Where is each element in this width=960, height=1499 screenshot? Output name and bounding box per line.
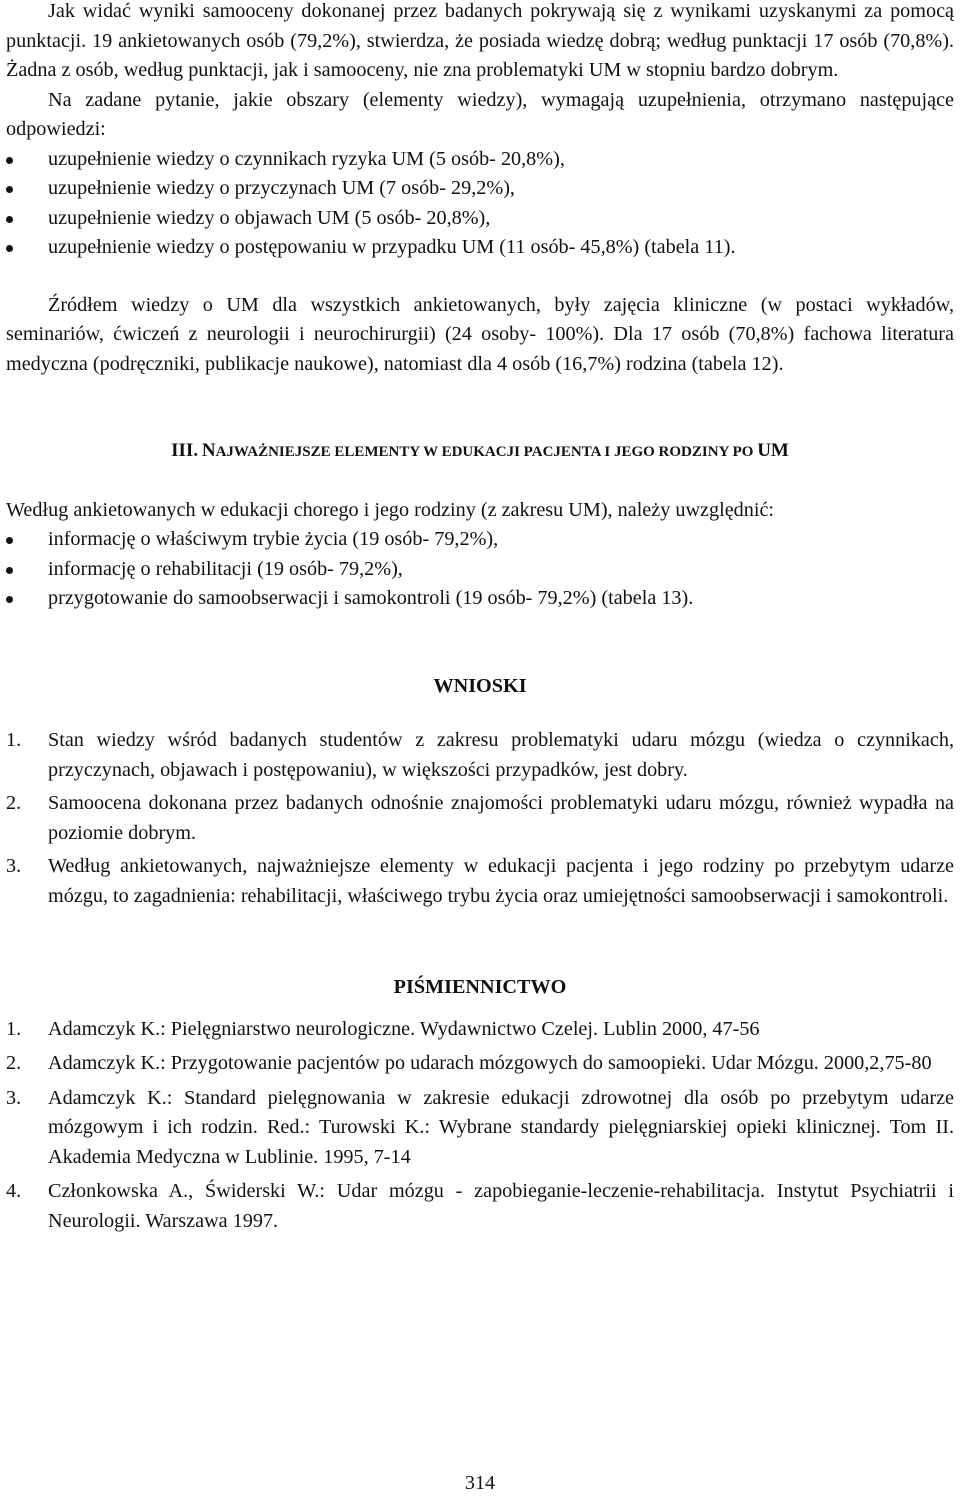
- paragraph-self-assessment: Jak widać wyniki samooceny dokonanej przez badanych pokrywają się z wynikami uzyskanymi za pomocą punktacji. 19 ankietowanych osób (79,2%), stwierdza, że posiada wiedzę dobrą; według punktacji 17 osób (70,8%). Żadna z osób, według punktacji, jak i samooceny, nie zna problematyki UM w stopniu bardzo dobrym.: [6, 0, 954, 81]
- list-item: 4. Członkowska A., Świderski W.: Udar mózgu - zapobieganie-leczenie-rehabilitacja. Instytut Psychiatrii i Neurologii. Warszawa 1997.: [6, 1180, 954, 1232]
- conclusions-heading: WNIOSKI: [433, 674, 527, 697]
- bullet-icon: [6, 186, 13, 193]
- list-item: uzupełnienie wiedzy o postępowaniu w przypadku UM (11 osób- 45,8%) (tabela 11).: [6, 233, 954, 263]
- list-item: uzupełnienie wiedzy o przyczynach UM (7 osób- 29,2%),: [6, 174, 954, 204]
- list-item: 3. Adamczyk K.: Standard pielęgnowania w zakresie edukacji zdrowotnej dla osób po przebytym udarze mózgowym i ich rodzin. Red.: Turowski K.: Wybrane standardy pielęgniarskiej opieki klinicznej. Tom II. Akademia Medyczna w Lublinie. 1995, 7-14: [6, 1086, 954, 1168]
- section-heading: III. NAJWAŻNIEJSZE ELEMENTY W EDUKACJI PACJENTA I JEGO RODZINY PO UM: [171, 440, 789, 461]
- paragraph-knowledge-source: Źródłem wiedzy o UM dla wszystkich ankietowanych, były zajęcia kliniczne (w postaci wykładów, seminariów, ćwiczeń z neurologii i neurochirurgii) (24 osoby- 100%). Dla 17 osób (70,8%) fachowa literatura medyczna (podręczniki, publikacje naukowe), natomiast dla 4 osób (16,7%) rodzina (tabela 12).: [6, 293, 954, 375]
- list-item: 3. Według ankietowanych, najważniejsze elementy w edukacji pacjenta i jego rodziny po przebytym udarze mózgu, to zagadnienia: rehabilitacji, właściwego trybu życia oraz umiejętności samoobserwacji i samokontroli.: [6, 855, 954, 907]
- bullet-icon: [6, 567, 13, 574]
- bullet-icon: [6, 537, 13, 544]
- list-item: 1. Adamczyk K.: Pielęgniarstwo neurologiczne. Wydawnictwo Czelej. Lublin 2000, 47-56: [6, 1017, 760, 1040]
- list-item: informację o właściwym trybie życia (19 osób- 79,2%),: [6, 525, 954, 555]
- education-elements-list: [6, 525, 954, 614]
- list-item: przygotowanie do samoobserwacji i samokontroli (19 osób- 79,2%) (tabela 13).: [6, 584, 954, 614]
- list-item: uzupełnienie wiedzy o objawach UM (5 osób- 20,8%),: [6, 204, 954, 234]
- paragraph-question: Na zadane pytanie, jakie obszary (elementy wiedzy), wymagają uzupełnienia, otrzymano następujące odpowiedzi:: [6, 88, 954, 140]
- references-list: [6, 1015, 954, 1237]
- conclusions-list: [6, 726, 954, 911]
- document-page: [6, 0, 954, 1494]
- knowledge-gaps-list: [6, 145, 954, 263]
- list-item: 1. Stan wiedzy wśród badanych studentów z zakresu problematyki udaru mózgu (wiedza o czynnikach, przyczynach, objawach i postępowaniu), w większości przypadków, jest dobry.: [6, 729, 954, 781]
- bullet-icon: [6, 245, 13, 252]
- list-item: informację o rehabilitacji (19 osób- 79,2%),: [6, 555, 954, 585]
- list-item: 2. Adamczyk K.: Przygotowanie pacjentów po udarach mózgowych do samoopieki. Udar Mózgu. 2000,2,75-80: [6, 1052, 932, 1074]
- paragraph-education: Według ankietowanych w edukacji chorego i jego rodziny (z zakresu UM), należy uwzględnić:: [6, 498, 775, 521]
- references-heading: PIŚMIENNICTWO: [393, 976, 567, 998]
- list-item: uzupełnienie wiedzy o czynnikach ryzyka UM (5 osób- 20,8%),: [6, 145, 954, 175]
- bullet-icon: [6, 157, 13, 164]
- list-item: 2. Samoocena dokonana przez badanych odnośnie znajomości problematyki udaru mózgu, również wypadła na poziomie dobrym.: [6, 792, 954, 844]
- bullet-icon: [6, 216, 13, 223]
- bullet-icon: [6, 596, 13, 603]
- page-number: 314: [464, 1472, 496, 1494]
